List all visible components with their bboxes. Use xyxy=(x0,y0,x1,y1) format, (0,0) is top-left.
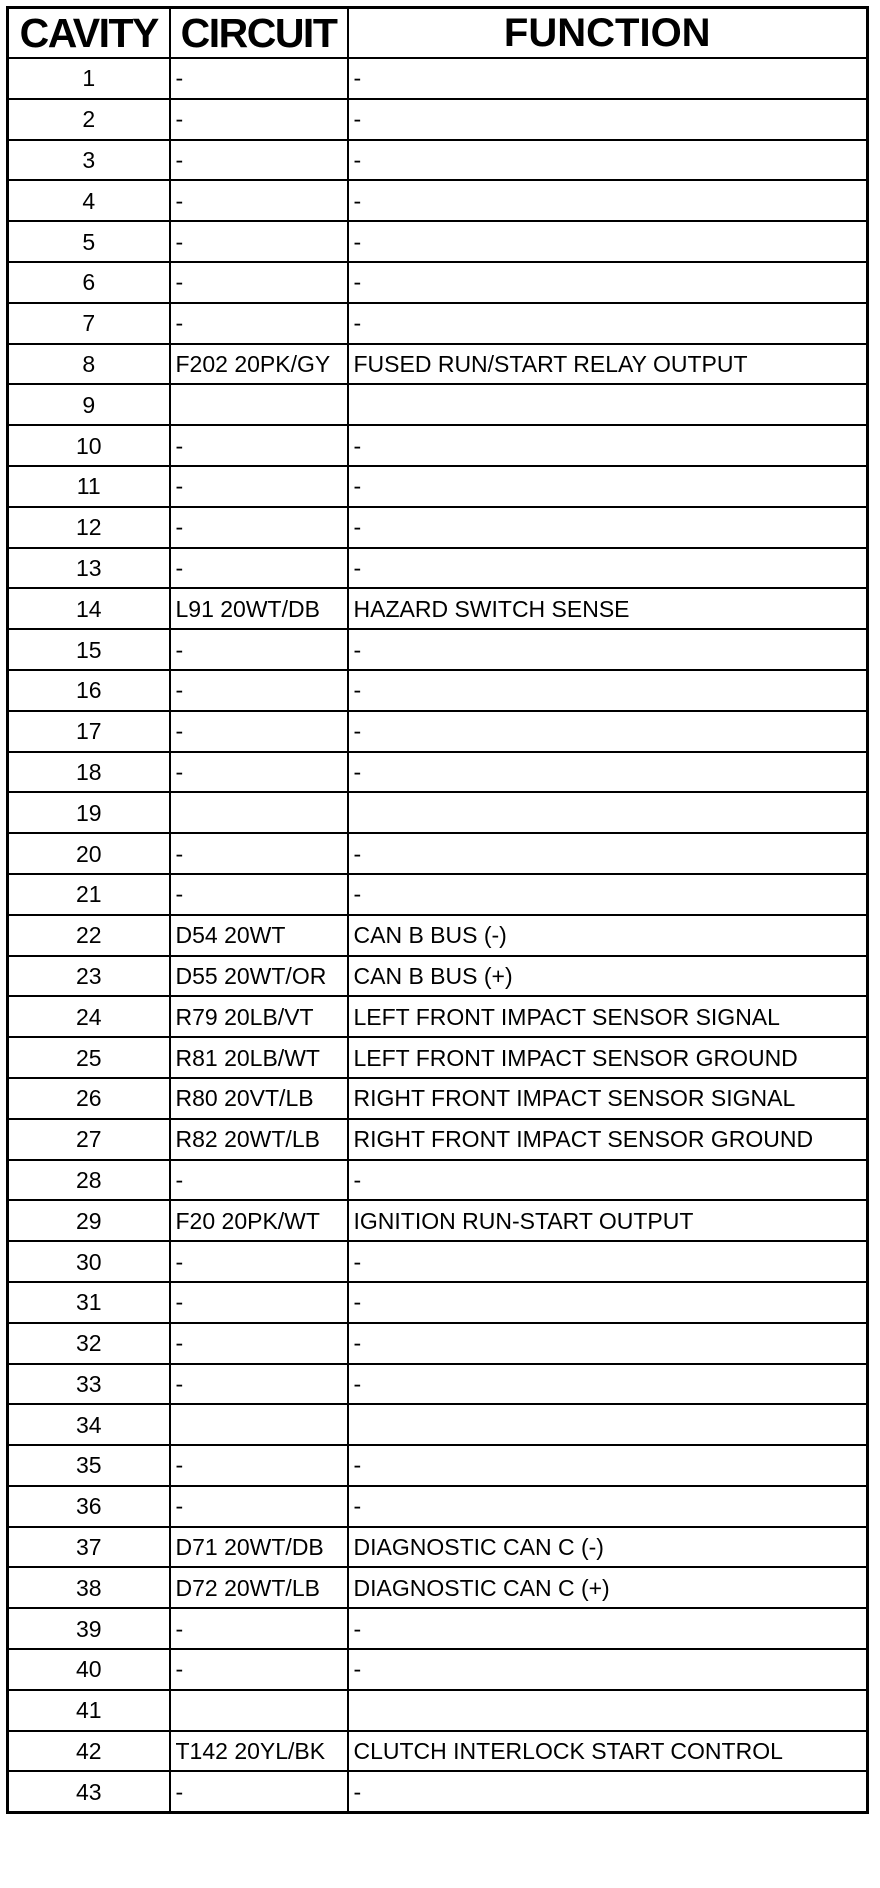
cavity-number-cell: 35 xyxy=(8,1445,170,1486)
cavity-number-cell: 26 xyxy=(8,1078,170,1119)
circuit-code-cell: - xyxy=(170,548,348,589)
circuit-code-cell: - xyxy=(170,711,348,752)
table-row xyxy=(8,1771,868,1812)
table-row xyxy=(8,996,868,1037)
function-description-cell: - xyxy=(348,140,868,181)
function-description-cell: - xyxy=(348,221,868,262)
circuit-code-cell: - xyxy=(170,1649,348,1690)
cavity-number-cell: 23 xyxy=(8,956,170,997)
cavity-number-cell: 29 xyxy=(8,1200,170,1241)
circuit-code-cell: - xyxy=(170,1771,348,1812)
circuit-code-cell xyxy=(170,384,348,425)
circuit-code-cell: - xyxy=(170,1323,348,1364)
table-row xyxy=(8,1323,868,1364)
cavity-number-cell: 11 xyxy=(8,466,170,507)
circuit-code-cell: - xyxy=(170,1608,348,1649)
function-description-cell: CAN B BUS (+) xyxy=(348,956,868,997)
cavity-number-cell: 27 xyxy=(8,1119,170,1160)
circuit-code-cell: - xyxy=(170,1241,348,1282)
table-row xyxy=(8,1037,868,1078)
table-row xyxy=(8,1567,868,1608)
function-description-cell: - xyxy=(348,548,868,589)
table-row xyxy=(8,140,868,181)
table-row xyxy=(8,670,868,711)
circuit-code-cell: - xyxy=(170,629,348,670)
circuit-code-cell: - xyxy=(170,58,348,99)
cavity-number-cell: 22 xyxy=(8,915,170,956)
function-description-cell: RIGHT FRONT IMPACT SENSOR SIGNAL xyxy=(348,1078,868,1119)
circuit-code-cell: - xyxy=(170,1364,348,1405)
table-row xyxy=(8,1486,868,1527)
table-row xyxy=(8,588,868,629)
connector-pinout-table xyxy=(6,6,869,1814)
circuit-code-cell: - xyxy=(170,425,348,466)
function-description-cell xyxy=(348,792,868,833)
cavity-number-cell: 32 xyxy=(8,1323,170,1364)
cavity-number-cell: 25 xyxy=(8,1037,170,1078)
cavity-number-cell: 10 xyxy=(8,425,170,466)
function-description-cell: - xyxy=(348,1323,868,1364)
cavity-number-cell: 14 xyxy=(8,588,170,629)
cavity-number-cell: 42 xyxy=(8,1731,170,1772)
function-description-cell: IGNITION RUN-START OUTPUT xyxy=(348,1200,868,1241)
cavity-number-cell: 6 xyxy=(8,262,170,303)
function-description-cell: - xyxy=(348,1608,868,1649)
cavity-number-cell: 13 xyxy=(8,548,170,589)
table-row xyxy=(8,915,868,956)
table-row xyxy=(8,303,868,344)
function-description-cell: - xyxy=(348,752,868,793)
table-row xyxy=(8,425,868,466)
function-description-cell: LEFT FRONT IMPACT SENSOR GROUND xyxy=(348,1037,868,1078)
circuit-code-cell: - xyxy=(170,752,348,793)
table-row xyxy=(8,1690,868,1731)
table-row xyxy=(8,1608,868,1649)
table-row xyxy=(8,262,868,303)
cavity-number-cell: 34 xyxy=(8,1404,170,1445)
circuit-code-cell: F20 20PK/WT xyxy=(170,1200,348,1241)
table-row xyxy=(8,99,868,140)
function-description-cell: - xyxy=(348,1241,868,1282)
function-description-cell: - xyxy=(348,466,868,507)
cavity-number-cell: 5 xyxy=(8,221,170,262)
function-description-cell: - xyxy=(348,425,868,466)
function-description-cell: - xyxy=(348,1364,868,1405)
table-row xyxy=(8,221,868,262)
table-row xyxy=(8,1445,868,1486)
function-description-cell: - xyxy=(348,180,868,221)
function-description-cell: - xyxy=(348,507,868,548)
function-description-cell: - xyxy=(348,1649,868,1690)
cavity-number-cell: 24 xyxy=(8,996,170,1037)
table-row xyxy=(8,1282,868,1323)
table-header xyxy=(8,8,868,59)
circuit-code-cell xyxy=(170,1690,348,1731)
cavity-number-cell: 41 xyxy=(8,1690,170,1731)
circuit-code-cell: - xyxy=(170,1445,348,1486)
cavity-number-cell: 16 xyxy=(8,670,170,711)
table-row xyxy=(8,1200,868,1241)
circuit-code-cell: - xyxy=(170,507,348,548)
circuit-code-cell: T142 20YL/BK xyxy=(170,1731,348,1772)
table-row xyxy=(8,956,868,997)
function-description-cell: - xyxy=(348,670,868,711)
cavity-number-cell: 33 xyxy=(8,1364,170,1405)
circuit-code-cell: - xyxy=(170,140,348,181)
function-description-cell: - xyxy=(348,58,868,99)
function-description-cell: - xyxy=(348,1160,868,1201)
circuit-code-cell: - xyxy=(170,1486,348,1527)
function-description-cell: - xyxy=(348,99,868,140)
circuit-code-cell xyxy=(170,1404,348,1445)
cavity-number-cell: 30 xyxy=(8,1241,170,1282)
circuit-code-cell: R82 20WT/LB xyxy=(170,1119,348,1160)
cavity-column-header: CAVITY xyxy=(8,8,170,59)
function-description-cell: DIAGNOSTIC CAN C (+) xyxy=(348,1567,868,1608)
cavity-number-cell: 31 xyxy=(8,1282,170,1323)
circuit-code-cell: - xyxy=(170,833,348,874)
circuit-code-cell: D55 20WT/OR xyxy=(170,956,348,997)
table-row xyxy=(8,792,868,833)
function-description-cell: - xyxy=(348,262,868,303)
cavity-number-cell: 38 xyxy=(8,1567,170,1608)
circuit-code-cell: R80 20VT/LB xyxy=(170,1078,348,1119)
circuit-code-cell: - xyxy=(170,262,348,303)
table-body xyxy=(8,58,868,1813)
circuit-code-cell: D71 20WT/DB xyxy=(170,1527,348,1568)
function-description-cell xyxy=(348,1690,868,1731)
table-row xyxy=(8,1404,868,1445)
table-row xyxy=(8,1078,868,1119)
cavity-number-cell: 17 xyxy=(8,711,170,752)
table-row xyxy=(8,874,868,915)
circuit-code-cell: R81 20LB/WT xyxy=(170,1037,348,1078)
function-description-cell xyxy=(348,384,868,425)
circuit-code-cell: D72 20WT/LB xyxy=(170,1567,348,1608)
cavity-number-cell: 2 xyxy=(8,99,170,140)
cavity-number-cell: 39 xyxy=(8,1608,170,1649)
circuit-code-cell: - xyxy=(170,874,348,915)
table-row xyxy=(8,384,868,425)
table-row xyxy=(8,752,868,793)
table-row xyxy=(8,548,868,589)
table-row xyxy=(8,466,868,507)
circuit-code-cell: - xyxy=(170,99,348,140)
table-row xyxy=(8,1119,868,1160)
cavity-number-cell: 43 xyxy=(8,1771,170,1812)
circuit-code-cell: - xyxy=(170,180,348,221)
circuit-code-cell: - xyxy=(170,221,348,262)
function-description-cell: - xyxy=(348,629,868,670)
table-row xyxy=(8,344,868,385)
function-column-header: FUNCTION xyxy=(348,8,868,59)
function-description-cell: - xyxy=(348,1445,868,1486)
cavity-number-cell: 4 xyxy=(8,180,170,221)
cavity-number-cell: 15 xyxy=(8,629,170,670)
circuit-code-cell: - xyxy=(170,1160,348,1201)
function-description-cell: - xyxy=(348,874,868,915)
function-description-cell: DIAGNOSTIC CAN C (-) xyxy=(348,1527,868,1568)
function-description-cell: CAN B BUS (-) xyxy=(348,915,868,956)
cavity-number-cell: 12 xyxy=(8,507,170,548)
cavity-number-cell: 37 xyxy=(8,1527,170,1568)
circuit-code-cell: F202 20PK/GY xyxy=(170,344,348,385)
circuit-code-cell xyxy=(170,792,348,833)
function-description-cell: - xyxy=(348,1771,868,1812)
function-description-cell: FUSED RUN/START RELAY OUTPUT xyxy=(348,344,868,385)
function-description-cell: - xyxy=(348,711,868,752)
circuit-code-cell: - xyxy=(170,466,348,507)
cavity-number-cell: 20 xyxy=(8,833,170,874)
circuit-column-header: CIRCUIT xyxy=(170,8,348,59)
cavity-number-cell: 8 xyxy=(8,344,170,385)
circuit-code-cell: L91 20WT/DB xyxy=(170,588,348,629)
table-row xyxy=(8,711,868,752)
table-row xyxy=(8,507,868,548)
circuit-code-cell: D54 20WT xyxy=(170,915,348,956)
cavity-number-cell: 3 xyxy=(8,140,170,181)
function-description-cell: HAZARD SWITCH SENSE xyxy=(348,588,868,629)
circuit-code-cell: - xyxy=(170,1282,348,1323)
cavity-number-cell: 1 xyxy=(8,58,170,99)
function-description-cell: - xyxy=(348,1282,868,1323)
function-description-cell xyxy=(348,1404,868,1445)
circuit-code-cell: R79 20LB/VT xyxy=(170,996,348,1037)
cavity-number-cell: 36 xyxy=(8,1486,170,1527)
cavity-number-cell: 21 xyxy=(8,874,170,915)
table-row xyxy=(8,58,868,99)
cavity-number-cell: 18 xyxy=(8,752,170,793)
table-row xyxy=(8,1364,868,1405)
table-row xyxy=(8,833,868,874)
function-description-cell: LEFT FRONT IMPACT SENSOR SIGNAL xyxy=(348,996,868,1037)
function-description-cell: CLUTCH INTERLOCK START CONTROL xyxy=(348,1731,868,1772)
table-row xyxy=(8,1649,868,1690)
function-description-cell: RIGHT FRONT IMPACT SENSOR GROUND xyxy=(348,1119,868,1160)
circuit-code-cell: - xyxy=(170,670,348,711)
table-row xyxy=(8,180,868,221)
table-row xyxy=(8,629,868,670)
function-description-cell: - xyxy=(348,833,868,874)
cavity-number-cell: 9 xyxy=(8,384,170,425)
function-description-cell: - xyxy=(348,1486,868,1527)
table-row xyxy=(8,1160,868,1201)
circuit-code-cell: - xyxy=(170,303,348,344)
function-description-cell: - xyxy=(348,303,868,344)
cavity-number-cell: 28 xyxy=(8,1160,170,1201)
table-row xyxy=(8,1731,868,1772)
table-row xyxy=(8,1241,868,1282)
header-row xyxy=(8,8,868,59)
cavity-number-cell: 7 xyxy=(8,303,170,344)
table-row xyxy=(8,1527,868,1568)
cavity-number-cell: 19 xyxy=(8,792,170,833)
cavity-number-cell: 40 xyxy=(8,1649,170,1690)
